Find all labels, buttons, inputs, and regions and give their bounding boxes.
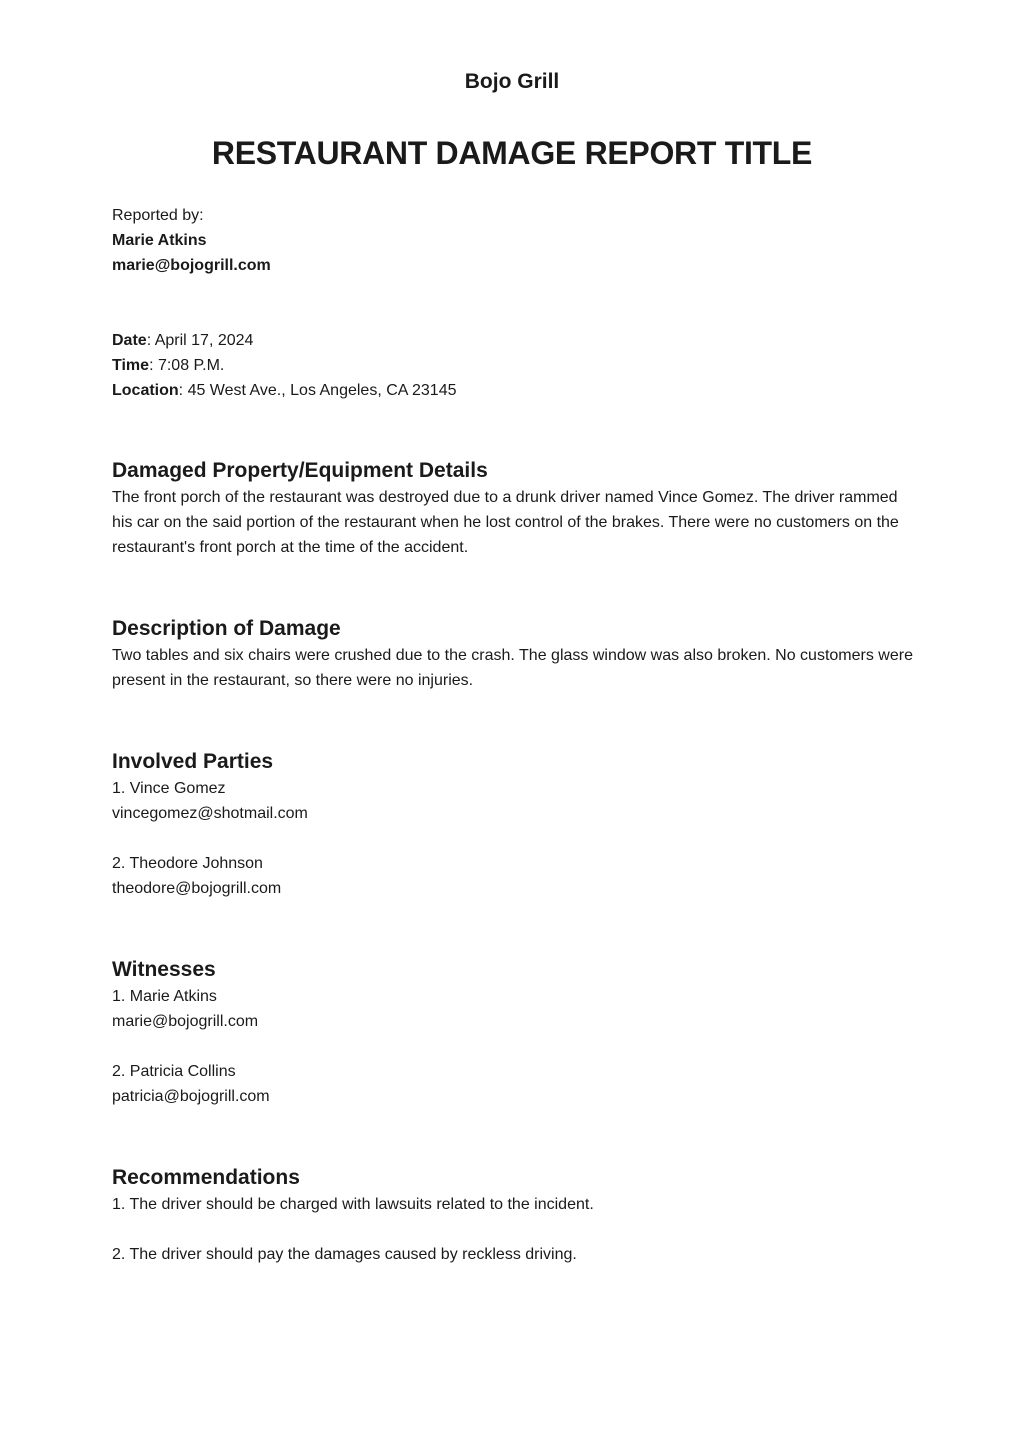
spacer xyxy=(112,560,922,614)
date-value: : April 17, 2024 xyxy=(146,332,254,349)
meta-block xyxy=(112,328,922,403)
spacer xyxy=(112,1109,922,1163)
spacer xyxy=(112,1217,922,1242)
reporter-name: Marie Atkins xyxy=(112,232,207,249)
reporter-block xyxy=(112,203,922,278)
spacer xyxy=(112,278,922,328)
witness-name: 2. Patricia Collins xyxy=(112,1063,236,1080)
location-label: Location xyxy=(112,382,179,399)
company-name: Bojo Grill xyxy=(464,70,560,93)
section-body: Two tables and six chairs were crushed due to the crash. The glass window was also broken. No customers were present in the restaurant, so there were no injuries. xyxy=(112,647,913,689)
party-email: vincegomez@shotmail.com xyxy=(112,805,308,822)
party-name: 2. Theodore Johnson xyxy=(112,855,263,872)
recommendation-item: 1. The driver should be charged with lawsuits related to the incident. xyxy=(112,1196,594,1213)
section-damaged-property xyxy=(112,456,922,560)
section-witnesses xyxy=(112,955,922,1109)
witness-email: patricia@bojogrill.com xyxy=(112,1088,270,1105)
location-line xyxy=(112,378,922,403)
report-title: RESTAURANT DAMAGE REPORT TITLE xyxy=(211,135,813,171)
section-heading: Description of Damage xyxy=(112,617,341,640)
reported-by-label: Reported by: xyxy=(112,207,204,224)
location-value: : 45 West Ave., Los Angeles, CA 23145 xyxy=(178,382,457,399)
reporter-email: marie@bojogrill.com xyxy=(112,257,271,274)
spacer xyxy=(112,826,922,851)
witness-email: marie@bojogrill.com xyxy=(112,1013,259,1030)
spacer xyxy=(112,1034,922,1059)
section-recommendations xyxy=(112,1163,922,1267)
spacer xyxy=(112,403,922,456)
date-label: Date xyxy=(112,332,147,349)
section-description xyxy=(112,614,922,693)
section-heading: Damaged Property/Equipment Details xyxy=(112,459,488,482)
recommendation-item: 2. The driver should pay the damages caused by reckless driving. xyxy=(112,1246,577,1263)
section-body: The front porch of the restaurant was destroyed due to a drunk driver named Vince Gomez. The driver rammed his car on the said portion of the restaurant when he lost control of the brakes. There were no customers on the restaurant's front porch at the time of the accident. xyxy=(112,489,899,556)
date-line xyxy=(112,328,922,353)
time-label: Time xyxy=(112,357,150,374)
time-value: : 7:08 P.M. xyxy=(149,357,225,374)
section-heading: Recommendations xyxy=(112,1166,300,1189)
party-name: 1. Vince Gomez xyxy=(112,780,226,797)
witness-name: 1. Marie Atkins xyxy=(112,988,217,1005)
report-body xyxy=(112,203,922,1267)
spacer xyxy=(112,693,922,747)
section-involved-parties xyxy=(112,747,922,901)
spacer xyxy=(112,901,922,955)
time-line xyxy=(112,353,922,378)
section-heading: Witnesses xyxy=(112,958,216,981)
party-email: theodore@bojogrill.com xyxy=(112,880,282,897)
section-heading: Involved Parties xyxy=(112,750,274,773)
